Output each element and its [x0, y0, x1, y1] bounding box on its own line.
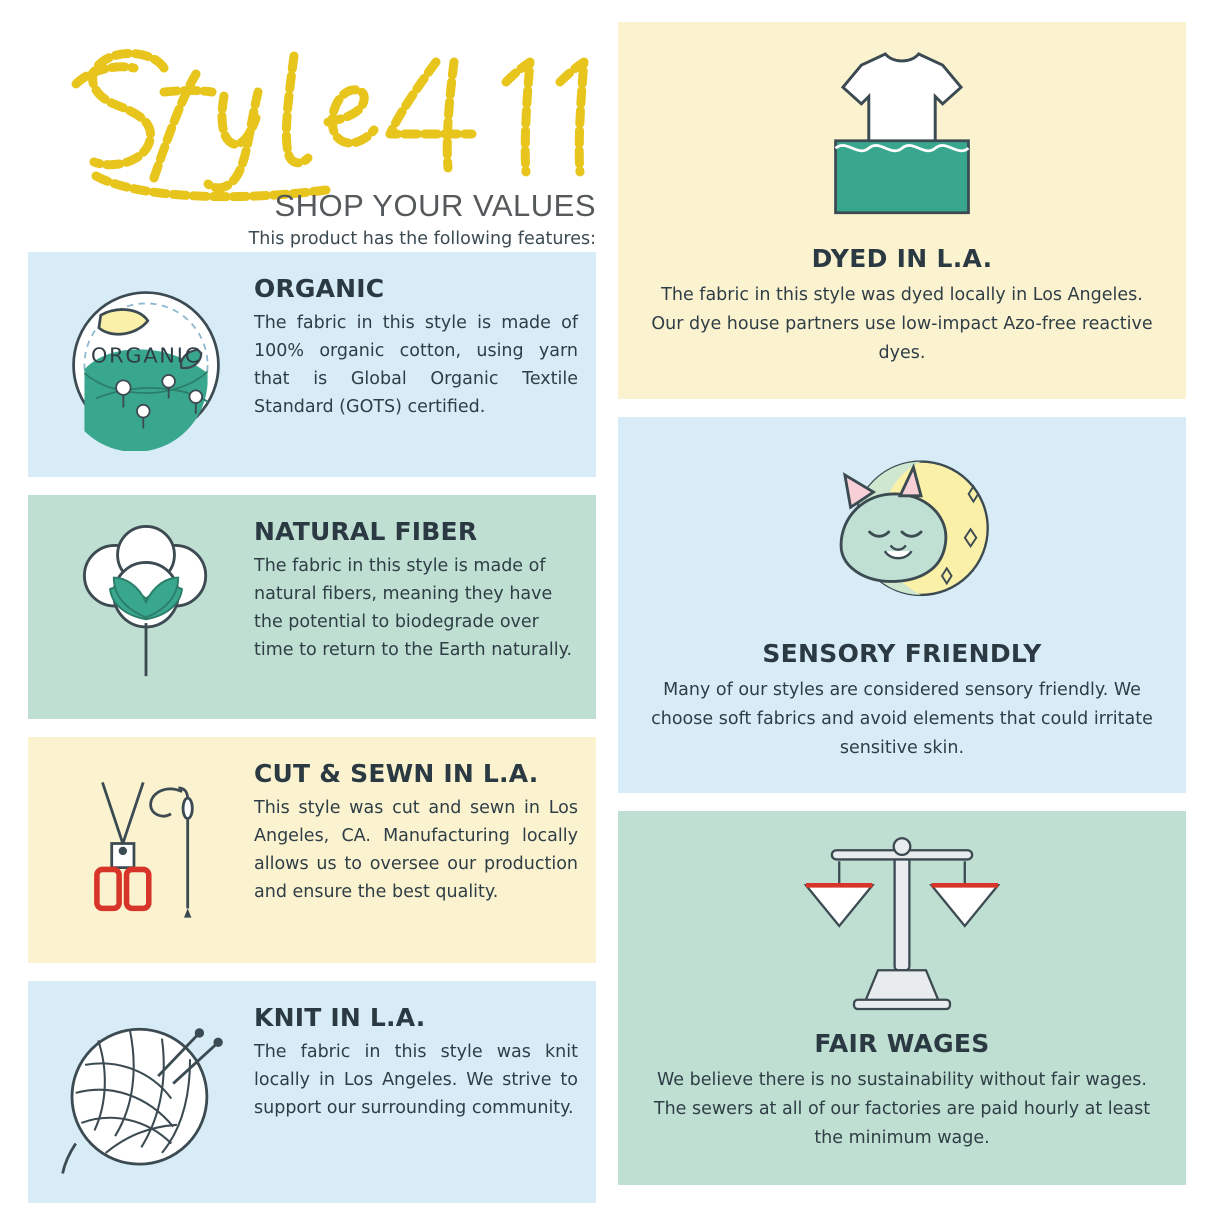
- card-knit-in-la: [28, 981, 596, 1203]
- organic-icon-label: ORGANIC: [90, 342, 202, 367]
- card-knit-in-la-text: The fabric in this style was knit locally in Los Angeles. We strive to support our surrounding community.: [254, 1042, 578, 1118]
- subtitle: This product has the following features:: [248, 229, 596, 249]
- header-block: [28, 22, 596, 252]
- tagline: SHOP YOUR VALUES: [274, 188, 596, 223]
- card-dyed-in-la: [618, 22, 1186, 399]
- card-natural-fiber-body: [254, 513, 582, 664]
- yarn-ball-icon: [38, 999, 254, 1185]
- right-column: [618, 22, 1186, 1203]
- card-dyed-in-la-text: The fabric in this style was dyed locally in Los Angeles. Our dye house partners use low-impact Azo-free reactive dyes.: [651, 285, 1153, 363]
- style-411-logo: [36, 26, 596, 206]
- card-organic-title: ORGANIC: [254, 274, 385, 303]
- cotton-boll-icon: [38, 513, 254, 701]
- card-fair-wages-text: We believe there is no sustainability without fair wages. The sewers at all of our factories are paid hourly at least the minimum wage.: [653, 1070, 1151, 1148]
- card-dyed-in-la-title: DYED IN L.A.: [811, 244, 993, 273]
- card-sensory-friendly-title: SENSORY FRIENDLY: [762, 639, 1042, 668]
- organic-globe-icon: [38, 270, 254, 459]
- scissors-and-needle-icon: [38, 755, 254, 945]
- card-natural-fiber-title: NATURAL FIBER: [254, 517, 478, 546]
- card-knit-in-la-body: [254, 999, 582, 1122]
- card-fair-wages-title: FAIR WAGES: [814, 1029, 990, 1058]
- balance-scale-icon: [648, 827, 1156, 1023]
- card-fair-wages: [618, 811, 1186, 1185]
- card-cut-and-sewn: [28, 737, 596, 963]
- card-sensory-friendly-text: Many of our styles are considered sensory friendly. We choose soft fabrics and avoid elements that could irritate sensitive skin.: [651, 680, 1153, 758]
- card-sensory-friendly: [618, 417, 1186, 793]
- card-organic-text: The fabric in this style is made of 100% organic cotton, using yarn that is Global Organic Textile Standard (GOTS) certified.: [254, 313, 578, 417]
- card-cut-and-sewn-text: This style was cut and sewn in Los Angeles, CA. Manufacturing locally allows us to oversee our production and ensure the best quality.: [254, 798, 578, 902]
- card-natural-fiber: [28, 495, 596, 719]
- card-cut-and-sewn-title: CUT & SEWN IN L.A.: [254, 759, 539, 788]
- left-column: [28, 22, 596, 1221]
- tshirt-in-dye-bath-icon: [648, 38, 1156, 238]
- card-knit-in-la-title: KNIT IN L.A.: [254, 1003, 426, 1032]
- card-organic-body: [254, 270, 582, 421]
- card-organic: [28, 252, 596, 477]
- card-cut-and-sewn-body: [254, 755, 582, 906]
- sleeping-cat-moon-icon: [648, 433, 1156, 633]
- card-natural-fiber-text: The fabric in this style is made of natural fibers, meaning they have the potential to biodegrade over time to return to the Earth naturally.: [254, 556, 573, 660]
